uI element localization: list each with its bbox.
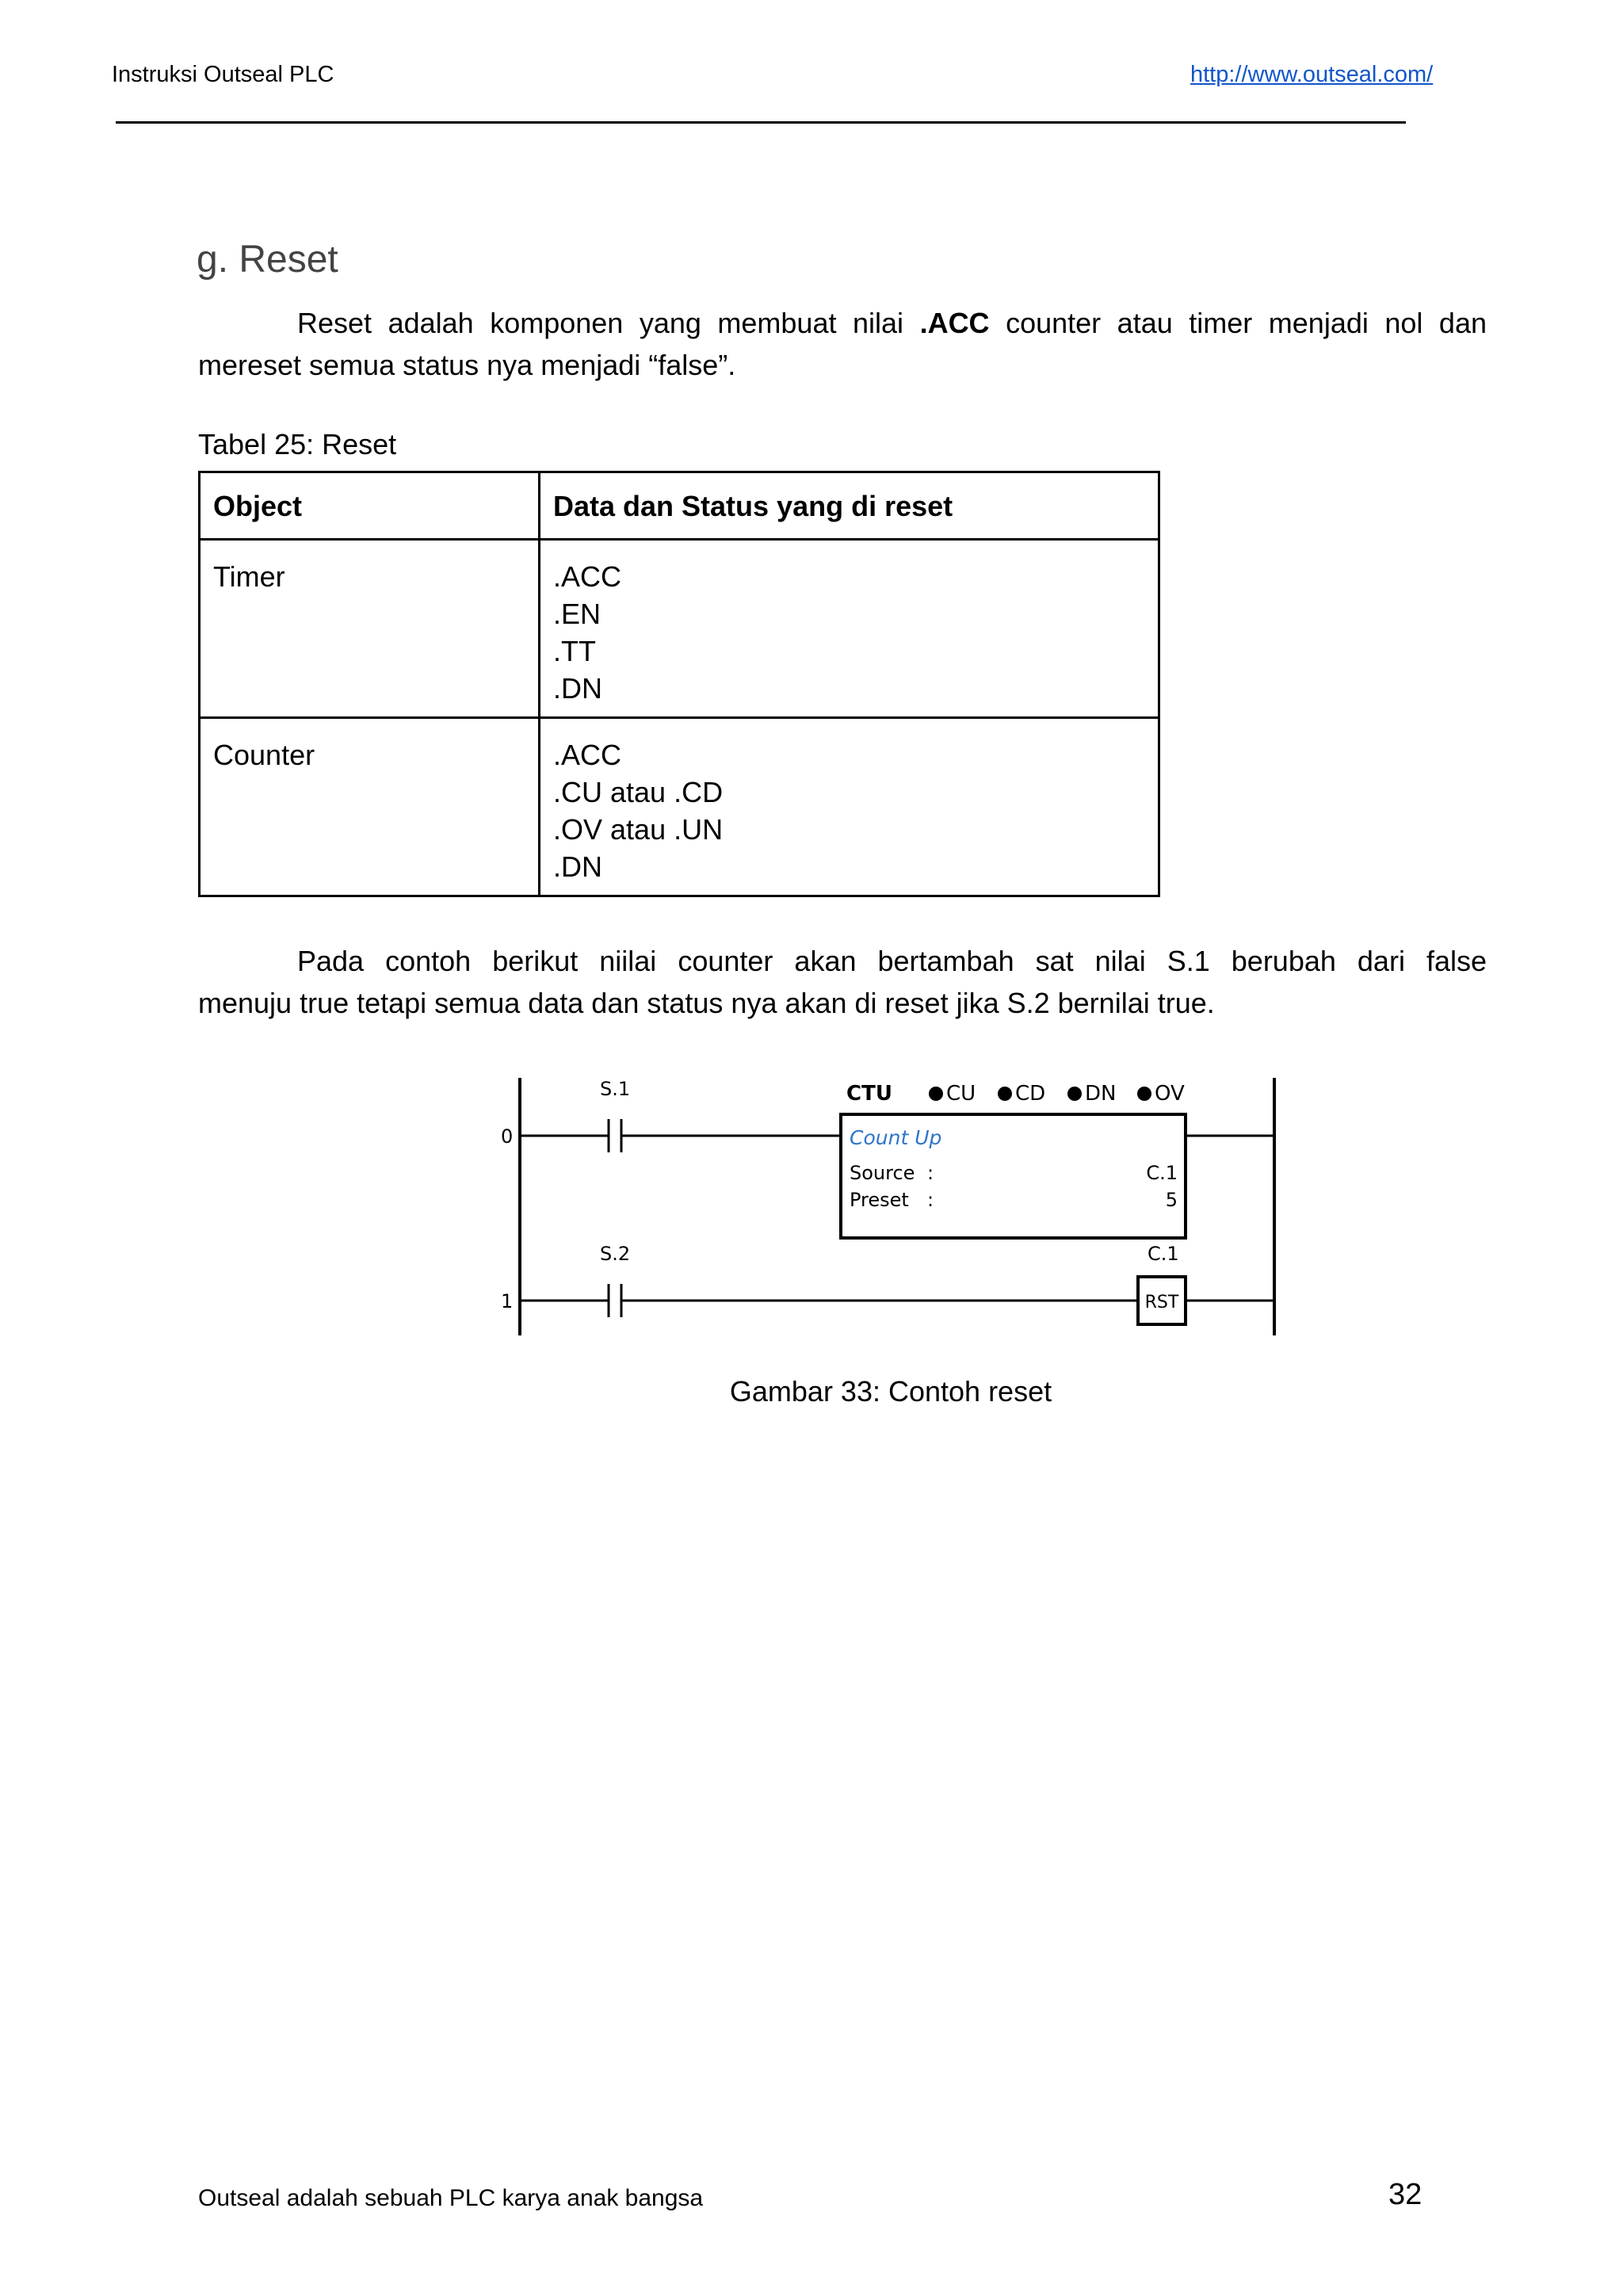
table-header-object: Object — [200, 472, 540, 540]
value-line: .CU atau .CD — [553, 776, 724, 808]
rst-address: C.1 — [1148, 1243, 1179, 1265]
header-link[interactable]: http://www.outseal.com/ — [1190, 62, 1434, 87]
ctu-preset-colon: : — [927, 1189, 934, 1211]
table-cell-object: Timer — [200, 540, 540, 718]
intro-paragraph — [198, 302, 1487, 386]
contact-s2-label: S.2 — [600, 1243, 631, 1265]
example-line-1: Pada contoh berikut niilai counter akan bertambah sat nilai S.1 berubah dari false — [297, 945, 1487, 977]
value-line: .ACC — [553, 739, 622, 771]
table-cell-object: Counter — [200, 718, 540, 896]
table-row — [200, 718, 1159, 896]
table-row — [200, 540, 1159, 718]
table-cell-values — [540, 540, 1159, 718]
table-cell-values — [540, 718, 1159, 896]
flag-cd-dot — [998, 1087, 1012, 1101]
header-title: Instruksi Outseal PLC — [112, 62, 334, 87]
ctu-subtitle: Count Up — [850, 1126, 942, 1149]
reset-table — [198, 471, 1160, 897]
value-line: .DN — [553, 672, 602, 705]
ctu-source-value: C.1 — [1146, 1162, 1178, 1184]
ctu-title: CTU — [846, 1082, 892, 1106]
flag-cu-dot — [929, 1087, 943, 1101]
intro-text: Reset adalah komponen yang membuat nilai — [297, 307, 920, 339]
header-divider — [116, 121, 1406, 124]
ctu-preset-value: 5 — [1165, 1189, 1178, 1211]
ctu-source-label: Source — [850, 1162, 915, 1184]
section-title: g. Reset — [197, 239, 338, 281]
flag-cd-label: CD — [1015, 1082, 1046, 1106]
intro-line-2: mereset semua status nya menjadi “false”. — [198, 349, 736, 381]
rst-label: RST — [1144, 1293, 1179, 1312]
intro-bold-term: .ACC — [919, 307, 990, 339]
ctu-source-colon: : — [927, 1162, 934, 1184]
ladder-diagram — [491, 1062, 1284, 1347]
flag-ov-dot — [1137, 1087, 1151, 1101]
rung-number-0: 0 — [501, 1125, 514, 1148]
flag-dn-dot — [1067, 1087, 1082, 1101]
flag-ov-label: OV — [1155, 1082, 1185, 1106]
table-header-row — [200, 472, 1159, 540]
value-line: .TT — [553, 635, 596, 667]
table-header-data: Data dan Status yang di reset — [540, 472, 1159, 540]
flag-cu-label: CU — [946, 1082, 976, 1106]
flag-dn-label: DN — [1085, 1082, 1117, 1106]
value-line: .OV atau .UN — [553, 813, 724, 846]
ctu-preset-label: Preset — [850, 1189, 909, 1211]
intro-text-rest: counter atau timer menjadi nol dan — [989, 307, 1487, 339]
intro-line-1 — [198, 302, 1487, 344]
value-line: .EN — [553, 598, 601, 630]
example-paragraph — [198, 940, 1487, 1024]
footer-text: Outseal adalah sebuah PLC karya anak bangsa — [198, 2185, 704, 2211]
page-number: 32 — [1388, 2178, 1423, 2211]
table-caption: Tabel 25: Reset — [198, 428, 397, 460]
rung-number-1: 1 — [501, 1290, 514, 1312]
contact-s1-label: S.1 — [600, 1078, 631, 1100]
figure-caption: Gambar 33: Contoh reset — [729, 1375, 1052, 1408]
value-line: .DN — [553, 850, 602, 883]
value-line: .ACC — [553, 560, 622, 593]
example-line-2: menuju true tetapi semua data dan status nya akan di reset jika S.2 bernilai true. — [198, 987, 1215, 1019]
